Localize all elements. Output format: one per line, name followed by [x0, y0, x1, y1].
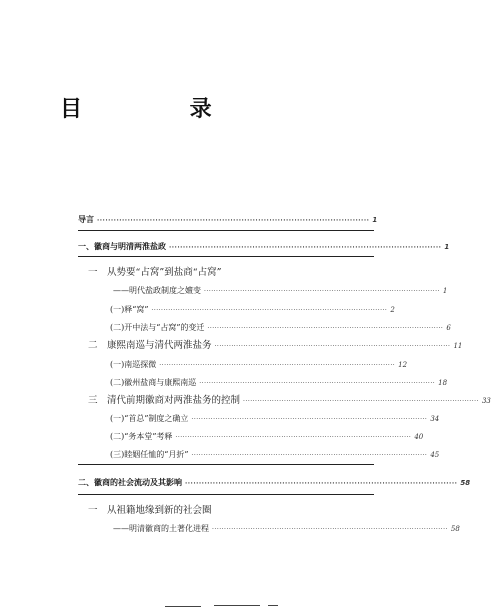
toc-entry-subsection[interactable]	[110, 447, 440, 463]
toc-page-number: 1	[442, 287, 448, 295]
toc-page-number: 6	[446, 324, 451, 332]
toc-entry-chapter-1[interactable]	[78, 239, 450, 255]
toc-entry-label: (二)开中法与“占窝”的变迁	[110, 323, 205, 332]
leader-dots: ··································································································	[199, 380, 436, 387]
toc-entry-label: 一 从势要“占窝”到盐商“占窝”	[88, 267, 222, 278]
leader-dots: ··································································································	[191, 416, 428, 423]
section-divider	[78, 494, 374, 495]
leader-dots: ··································································································	[97, 217, 370, 224]
toc-entry-subsection[interactable]	[110, 429, 424, 445]
section-divider	[78, 256, 374, 257]
scan-artifact	[165, 606, 201, 607]
toc-page-number: 58	[450, 525, 460, 533]
toc-entry-label: 一 从祖籍地缘到新的社会圈	[88, 505, 212, 516]
toc-entry-introduction[interactable]	[78, 212, 378, 228]
toc-page-number: 45	[430, 451, 440, 459]
toc-page-number: 2	[390, 306, 395, 314]
section-divider	[78, 464, 374, 465]
toc-entry-label: 二、徽商的社会流动及其影响	[78, 478, 182, 487]
toc-entry-subsection[interactable]	[110, 411, 440, 427]
leader-dots: ··································································································	[207, 325, 444, 332]
leader-dots: ··································································································	[175, 434, 412, 441]
toc-entry-section-1-2[interactable]	[88, 338, 463, 354]
leader-dots: ··································································································	[191, 452, 428, 459]
leader-dots: ··································································································	[212, 526, 448, 533]
toc-entry-label: 一、徽商与明清两淮盐政	[78, 242, 166, 251]
toc-entry-label: 三 清代前期徽商对两淮盐务的控制	[88, 395, 241, 406]
toc-entry-section-2-1[interactable]	[88, 503, 374, 519]
toc-entry-label: (三)睦姻任恤的“月折”	[110, 450, 189, 459]
scan-artifact	[268, 605, 278, 606]
toc-page-number: 34	[430, 415, 440, 423]
toc-page-number: 18	[438, 379, 448, 387]
toc-entry-subsection[interactable]	[110, 375, 448, 391]
leader-dots: ··································································································	[169, 244, 442, 251]
leader-dots: ··································································································	[185, 480, 458, 487]
toc-entry-subtitle-2-1[interactable]	[113, 521, 460, 537]
toc-entry-label: ——明清徽商的土著化进程	[113, 524, 209, 533]
toc-entry-subsection[interactable]	[110, 320, 451, 336]
leader-dots: ··································································································	[159, 362, 396, 369]
page-title: 目 录	[60, 97, 262, 122]
toc-page-number: 33	[481, 397, 491, 405]
toc-entry-label: (一)释“窝”	[110, 305, 149, 314]
toc-entry-label: (一)“首总”制度之确立	[110, 414, 189, 423]
leader-dots: ··································································································	[151, 307, 388, 314]
toc-entry-section-1-3[interactable]	[88, 393, 491, 409]
toc-page-number: 58	[460, 479, 471, 487]
toc-entry-label: (二)徽州盐商与康熙南巡	[110, 378, 197, 387]
toc-entry-subsection[interactable]	[110, 357, 408, 373]
toc-page-number: 11	[453, 342, 463, 350]
toc-page-number: 1	[372, 216, 378, 224]
toc-entry-label: ——明代盐政制度之嬗变	[113, 286, 201, 295]
toc-entry-label: 导言	[78, 215, 94, 224]
toc-entry-label: 二 康熙南巡与清代两淮盐务	[88, 340, 212, 351]
toc-entry-section-1-1[interactable]	[88, 265, 374, 281]
toc-entry-label: (一)南巡探微	[110, 360, 157, 369]
toc-page-number: 40	[414, 433, 424, 441]
toc-entry-label: (二)“务本堂”考释	[110, 432, 173, 441]
toc-page-number: 1	[444, 243, 450, 251]
toc-entry-subsection[interactable]	[110, 302, 395, 318]
leader-dots: ··································································································	[243, 398, 479, 405]
section-divider	[78, 230, 374, 231]
toc-entry-chapter-2[interactable]	[78, 475, 471, 491]
toc-entry-subtitle-1-1[interactable]	[113, 283, 448, 299]
leader-dots: ··································································································	[214, 343, 451, 350]
leader-dots: ··································································································	[204, 288, 440, 295]
scan-artifact	[214, 605, 260, 606]
toc-page-number: 12	[398, 361, 408, 369]
